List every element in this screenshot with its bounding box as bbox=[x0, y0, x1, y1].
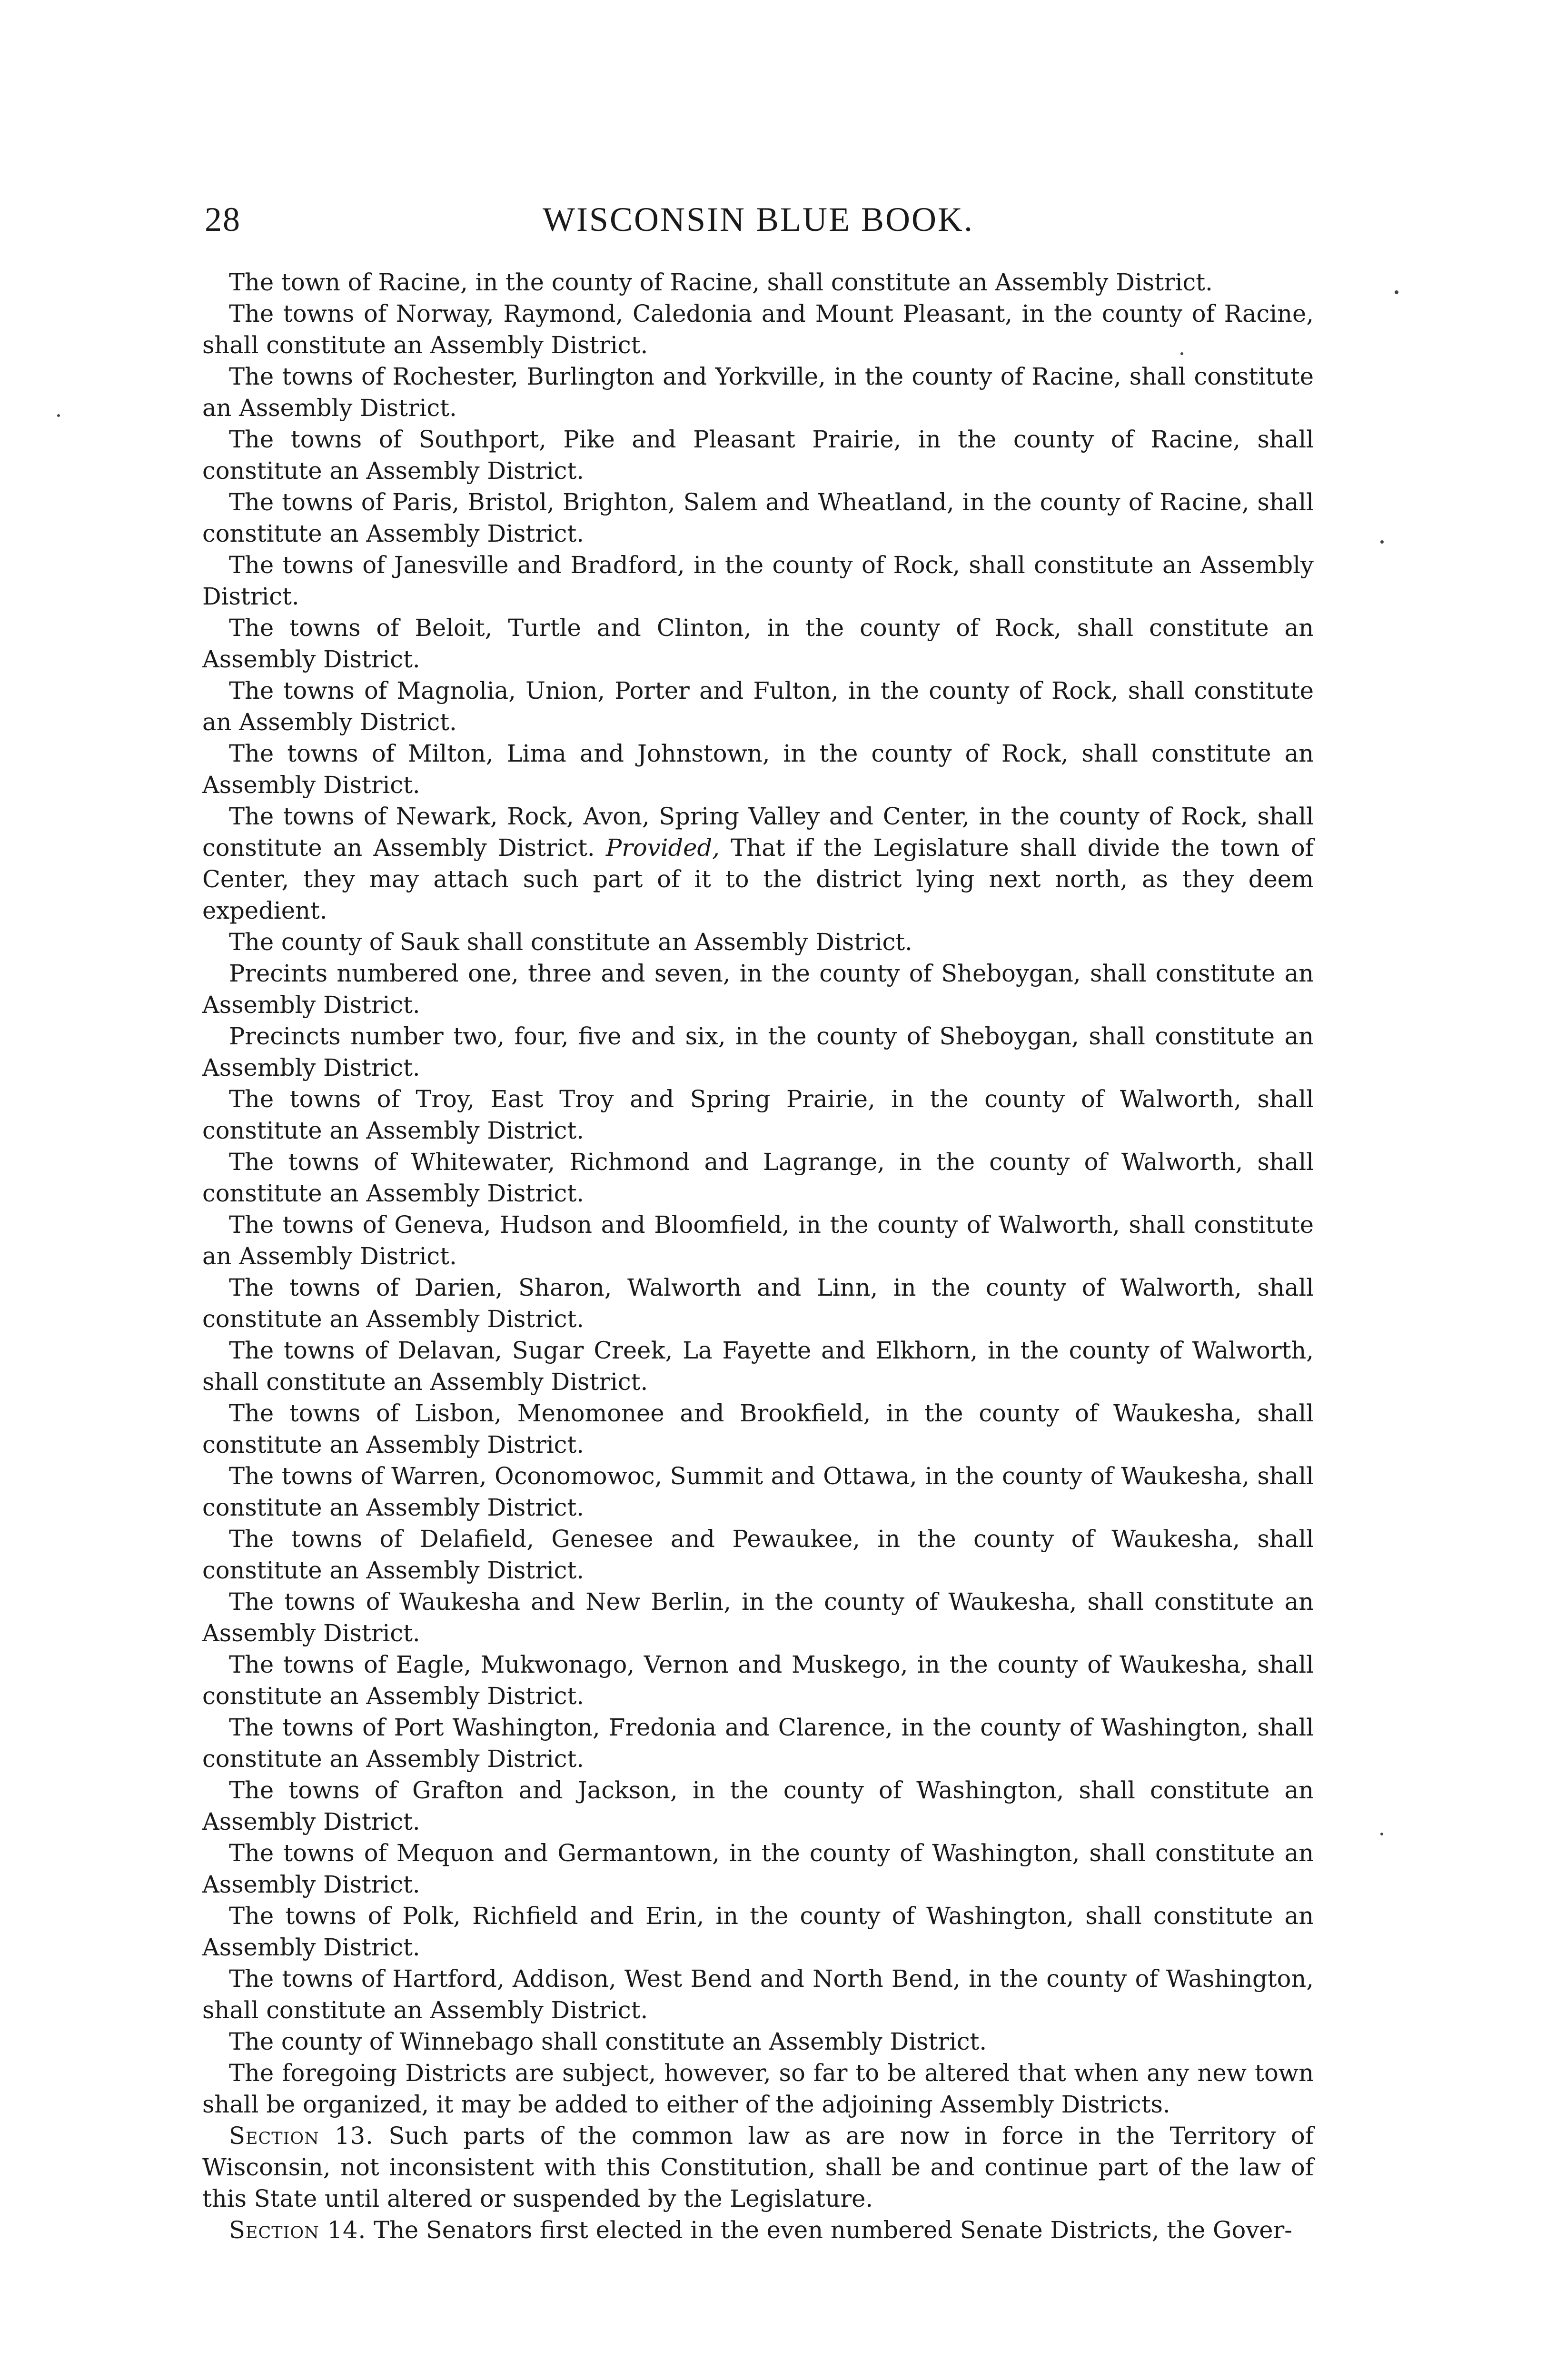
paragraph-mequon: The towns of Mequon and Germantown, in the county of Washington, shall constitute an Assembly District. bbox=[202, 1839, 1314, 1898]
scan-speck bbox=[1380, 540, 1384, 544]
paragraph-paris: The towns of Paris, Bristol, Brighton, Salem and Wheatland, in the county of Racine, shall constitute an Assembly District. bbox=[202, 488, 1314, 547]
paragraph-delavan: The towns of Delavan, Sugar Creek, La Fayette and Elkhorn, in the county of Walworth, shall constitute an Assembly District. bbox=[202, 1337, 1314, 1396]
scan-speck bbox=[1180, 352, 1183, 355]
paragraph-magnolia: The towns of Magnolia, Union, Porter and Fulton, in the county of Rock, shall constitute an Assembly District. bbox=[202, 677, 1314, 736]
newark-lead: The towns of Newark, Rock, Avon, Spring Valley and Center, in the county of Rock, shall constitute an Assembly District. bbox=[202, 803, 1314, 862]
paragraph-sheboygan-precincts-2: Precincts number two, four, five and six, in the county of Sheboygan, shall constitute an Assembly District. bbox=[202, 1022, 1314, 1081]
paragraph-foregoing-districts: The foregoing Districts are subject, however, so far to be altered that when any new town shall be organized, it may be added to either of the adjoining Assembly Districts. bbox=[202, 2059, 1314, 2118]
paragraph-warren: The towns of Warren, Oconomowoc, Summit and Ottawa, in the county of Waukesha, shall constitute an Assembly District. bbox=[202, 1462, 1314, 1521]
paragraph-norway: The towns of Norway, Raymond, Caledonia and Mount Pleasant, in the county of Racine, shall constitute an Assembly District. bbox=[202, 300, 1314, 359]
paragraph-sheboygan-precincts-1: Precints numbered one, three and seven, in the county of Sheboygan, shall constitute an Assembly District. bbox=[202, 960, 1314, 1019]
paragraph-janesville: The towns of Janesville and Bradford, in the county of Rock, shall constitute an Assembly District. bbox=[202, 551, 1314, 610]
proviso-word: Provided, bbox=[605, 834, 720, 862]
section-14-text: The Senators first elected in the even numbered Senate Districts, the Gover- bbox=[373, 2216, 1292, 2244]
paragraph-darien: The towns of Darien, Sharon, Walworth and Linn, in the county of Walworth, shall constitute an Assembly District. bbox=[202, 1274, 1314, 1333]
paragraph-port-washington: The towns of Port Washington, Fredonia and Clarence, in the county of Washington, shall constitute an Assembly District. bbox=[202, 1714, 1314, 1773]
paragraph-hartford: The towns of Hartford, Addison, West Bend and North Bend, in the county of Washington, shall constitute an Assembly District. bbox=[202, 1965, 1314, 2024]
scan-speck bbox=[1395, 290, 1398, 294]
paragraph-eagle: The towns of Eagle, Mukwonago, Vernon and Muskego, in the county of Waukesha, shall constitute an Assembly District. bbox=[202, 1651, 1314, 1710]
paragraph-lisbon: The towns of Lisbon, Menomonee and Brookfield, in the county of Waukesha, shall constitute an Assembly District. bbox=[202, 1399, 1314, 1458]
section-13-label: Section 13. bbox=[229, 2122, 374, 2150]
paragraph-sauk: The county of Sauk shall constitute an Assembly District. bbox=[229, 928, 912, 956]
paragraph-whitewater: The towns of Whitewater, Richmond and Lagrange, in the county of Walworth, shall constitute an Assembly District. bbox=[202, 1148, 1314, 1207]
paragraph-delafield: The towns of Delafield, Genesee and Pewaukee, in the county of Waukesha, shall constitute an Assembly District. bbox=[202, 1525, 1314, 1584]
paragraph-winnebago: The county of Winnebago shall constitute an Assembly District. bbox=[229, 2028, 987, 2055]
body-text bbox=[202, 267, 1314, 2246]
section-13-text: Such parts of the common law as are now in force in the Territory of Wisconsin, not inconsistent with this Constitution, shall be and continue part of the law of this State until altered or suspended by the Legislature. bbox=[202, 2122, 1314, 2212]
paragraph-southport: The towns of Southport, Pike and Pleasant Prairie, in the county of Racine, shall constitute an Assembly District. bbox=[202, 426, 1314, 485]
paragraph-racine-town: The town of Racine, in the county of Racine, shall constitute an Assembly District. bbox=[229, 268, 1213, 296]
paragraph-rochester: The towns of Rochester, Burlington and Yorkville, in the county of Racine, shall constitute an Assembly District. bbox=[202, 363, 1314, 422]
page-header bbox=[205, 200, 1318, 257]
paragraph-waukesha: The towns of Waukesha and New Berlin, in the county of Waukesha, shall constitute an Assembly District. bbox=[202, 1588, 1314, 1647]
scan-speck bbox=[57, 414, 60, 417]
paragraph-newark bbox=[202, 801, 1314, 926]
paragraph-grafton: The towns of Grafton and Jackson, in the county of Washington, shall constitute an Assembly District. bbox=[202, 1776, 1314, 1835]
newark-rest: That if the Legislature shall divide the town of Center, they may attach such part of it to the district lying next north, as they deem expedient. bbox=[202, 834, 1314, 924]
scan-speck bbox=[1380, 1833, 1383, 1835]
paragraph-milton: The towns of Milton, Lima and Johnstown, in the county of Rock, shall constitute an Assembly District. bbox=[202, 740, 1314, 799]
paragraph-beloit: The towns of Beloit, Turtle and Clinton, in the county of Rock, shall constitute an Assembly District. bbox=[202, 614, 1314, 673]
paragraph-polk: The towns of Polk, Richfield and Erin, in the county of Washington, shall constitute an Assembly District. bbox=[202, 1902, 1314, 1961]
section-14 bbox=[202, 2214, 1314, 2246]
section-13 bbox=[202, 2120, 1314, 2214]
page-number: 28 bbox=[205, 200, 241, 238]
section-14-label: Section 14. bbox=[229, 2216, 367, 2244]
paragraph-geneva: The towns of Geneva, Hudson and Bloomfield, in the county of Walworth, shall constitute an Assembly District. bbox=[202, 1211, 1314, 1270]
paragraph-troy: The towns of Troy, East Troy and Spring Prairie, in the county of Walworth, shall constitute an Assembly District. bbox=[202, 1085, 1314, 1144]
running-title: WISCONSIN BLUE BOOK. bbox=[543, 200, 974, 238]
